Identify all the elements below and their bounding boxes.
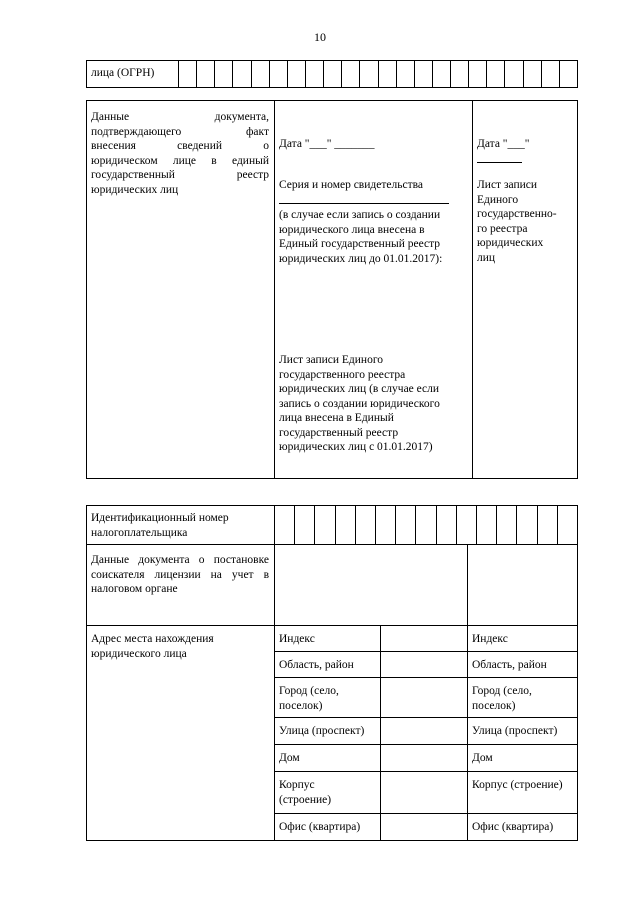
address-field-label: Корпус (строение) [279, 779, 332, 806]
certificate-note: (в случае если запись о создании юридического лица внесена в Единый государственный реестр юридических лиц до 01.01.2017): [279, 209, 443, 265]
page-number: 10 [314, 30, 326, 44]
address-field-label-right: Улица (проспект) [472, 725, 558, 737]
address-field-label-right: Область, район [472, 659, 547, 671]
inn-digit-box[interactable] [355, 505, 356, 545]
address-field-label: Индекс [279, 633, 315, 645]
address-field-label: Улица (проспект) [279, 725, 365, 737]
address-field-label-right: Дом [472, 752, 493, 764]
inn-digit-box[interactable] [496, 505, 497, 545]
inn-digit-box[interactable] [294, 505, 295, 545]
inn-digit-box[interactable] [395, 505, 396, 545]
inn-digit-box[interactable] [516, 505, 517, 545]
inn-digit-box[interactable] [436, 505, 437, 545]
address-field-label: Область, район [279, 659, 354, 671]
certificate-label: Серия и номер свидетельства [279, 179, 423, 191]
inn-digit-box[interactable] [557, 505, 558, 545]
sheet-right-note: Лист записи Единого государственно- го реестра юридических лиц [477, 179, 557, 264]
address-field-label: Город (село, поселок) [279, 685, 339, 712]
inn-digit-box[interactable] [537, 505, 538, 545]
inn-digit-box[interactable] [314, 505, 315, 545]
address-field-label-right: Офис (квартира) [472, 821, 554, 833]
ogrn-label: лица (ОГРН) [91, 67, 155, 79]
inn-digit-box[interactable] [375, 505, 376, 545]
address-field-label: Офис (квартира) [279, 821, 361, 833]
tax-registration-label: Данные документа о постановке соискателя лицензии на учет в налоговом органе [91, 554, 269, 595]
inn-digit-box[interactable] [415, 505, 416, 545]
address-field-label-right: Город (село, поселок) [472, 685, 532, 712]
registration-date-right: Дата "___" [477, 138, 530, 150]
registration-label: Данные документа, подтверждающего факт внесения сведений о юридическом лице в единый государственный реестр юридических лиц [91, 111, 269, 196]
address-field-label: Дом [279, 752, 300, 764]
inn-digit-box[interactable] [476, 505, 477, 545]
inn-digit-box[interactable] [456, 505, 457, 545]
registration-date: Дата "___" _______ [279, 138, 375, 150]
address-field-label-right: Индекс [472, 633, 508, 645]
address-field-label-right: Корпус (строение) [472, 779, 563, 791]
inn-digit-box[interactable] [335, 505, 336, 545]
taxpayer-label: Идентификационный номер налогоплательщика [91, 512, 229, 539]
sheet-note: Лист записи Единого государственного реестра юридических лиц (в случае если запись о создании юридического лица внесена в Единый государственный реестр юридических лиц с 01.01.2017) [279, 354, 440, 453]
address-label: Адрес места нахождения юридического лица [91, 633, 214, 660]
